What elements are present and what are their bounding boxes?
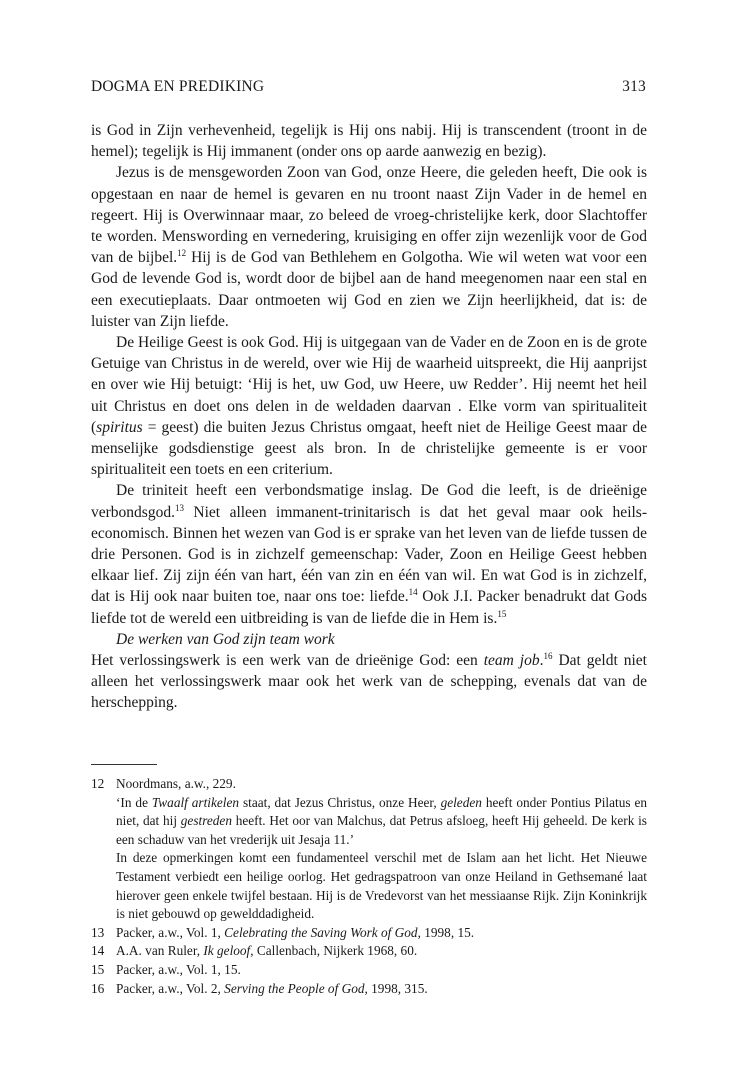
italic-text: Ik geloof (203, 943, 251, 959)
italic-text: team job (483, 652, 540, 670)
footnote-13 (91, 924, 647, 943)
footnote-separator (91, 764, 157, 765)
footnote-text (116, 775, 647, 924)
footnote-number: 16 (91, 980, 105, 996)
footnote-paragraph: A.A. van Ruler, Ik geloof, Callenbach, Nijkerk 1968, 60. (116, 943, 418, 959)
footnote-12 (91, 775, 647, 924)
footnote-14 (91, 942, 647, 961)
footnote-number: 15 (91, 961, 105, 977)
italic-text: Serving the People of God (224, 980, 365, 996)
footnote-15 (91, 961, 647, 980)
section-heading: De werken van God zijn team work (116, 630, 335, 648)
main-text (91, 120, 647, 714)
footnote-reference: 12 (177, 248, 187, 259)
paragraph: Jezus is de mensgeworden Zoon van God, onze Heere, die geleden heeft, Die ook is opgestaan en naar de hemel is gevaren en nu troont naast Zijn Vader in de hemel en regeert. Hij is Overwinnaar maar, zo beleed de vroeg-christelijke kerk, door Slachtoffer te worden. Menswording en vernedering, kruisiging en offer zijn wezenlijk voor de God van de bijbel.$^{12}$ Hij is de God van Bethlehem en Golgotha. Wie wil weten wat voor een God de levende God is, wordt door de bijbel aan de hand meegenomen naar een stal en een executieplaats. Daar ontmoeten wij God en zien we Zijn heerlijkheid, dat is: de luister van Zijn liefde. (91, 164, 648, 330)
footnote-reference: 13 (174, 502, 184, 513)
footnote-paragraph: Packer, a.w., Vol. 1, Celebrating the Saving Work of God, 1998, 15. (116, 924, 475, 940)
footnote-text (116, 942, 647, 961)
footnote-paragraph: In deze opmerkingen komt een fundamenteel verschil met de Islam aan het licht. Het Nieuwe Testament verbiedt een heilige oorlog. Het gedragspatroon van onze Heiland in Gethsemané laat hierover geen enkele twijfel bestaan. Hij is de Vredevorst van het messiaanse Rijk. Zijn Koninkrijk is niet gebouwd op gewelddadigheid. (116, 850, 647, 922)
footnote-paragraph: ‘In de Twaalf artikelen staat, dat Jezus Christus, onze Heer, geleden heeft onder Pontius Pilatus en niet, dat hij gestreden heeft. Het oor van Malchus, dat Petrus afsloeg, heeft Hij geheeld. De kerk is een schaduw van het vrederijk uit Jesaja 11.’ (116, 794, 648, 847)
footnote-16 (91, 980, 647, 999)
paragraph: De triniteit heeft een verbondsmatige inslag. De God die leeft, is de drieënige verbondsgod.$^{13}$ Niet alleen immanent-trinitarisch is dat het geval maar ook heils-economisch. Binnen het wezen van God is er sprake van het leven van de liefde tussen de drie Personen. God is in zichzelf gemeenschap: Vader, Zoon en Heilige Geest hebben elkaar lief. Zij zijn één van hart, één van zin en één van wil. En wat God is in zichzelf, dat is Hij ook naar buiten toe, naar ons toe: liefde.$^{14}$ Ook J.I. Packer benadrukt dat Gods liefde tot de wereld een uitbreiding is van de liefde die in Hem is.$^{15}$ (91, 482, 647, 627)
footnote-paragraph: Packer, a.w., Vol. 2, Serving the People of God, 1998, 315. (116, 980, 428, 996)
running-header (91, 78, 646, 96)
footnotes (91, 775, 647, 998)
running-title: DOGMA EN PREDIKING (91, 78, 265, 95)
paragraph: De Heilige Geest is ook God. Hij is uitgegaan van de Vader en de Zoon en is de grote Getuige van Christus in de wereld, over wie Hij de waarheid uitspreekt, die Hij aanprijst en over wie Hij betuigt: ‘Hij is het, uw God, uw Heere, uw Redder’. Hij neemt het heil uit Christus en doet ons delen in de weldaden daarvan . Elke vorm van spiritualiteit (spiritus = geest) die buiten Jezus Christus omgaat, heeft niet de Heilige Geest maar de menselijke godsdienstige geest als bron. In de christelijke gemeente is er voor spiritualiteit een toets en een criterium. (91, 334, 647, 479)
italic-text: geleden (440, 794, 482, 810)
footnote-number: 12 (91, 776, 105, 791)
section-paragraph: Het verlossingswerk is een werk van de drieënige God: een team job.$^{16}$ Dat geldt niet alleen het verlossingswerk maar ook het werk van de schepping, evenals dat van de herschepping. (91, 651, 647, 712)
footnote-reference: 15 (497, 608, 507, 619)
page-number: 313 (622, 78, 646, 95)
footnote-number: 13 (91, 924, 105, 940)
italic-text: gestreden (180, 813, 232, 829)
footnote-reference: 16 (543, 651, 553, 662)
footnote-paragraph: Packer, a.w., Vol. 1, 15. (116, 961, 241, 977)
paragraph: is God in Zijn verhevenheid, tegelijk is Hij ons nabij. Hij is transcendent (troont in de hemel); tegelijk is Hij immanent (onder ons op aarde aanwezig en bezig). (91, 122, 647, 161)
footnote-text (116, 980, 647, 999)
italic-text: Celebrating the Saving Work of God (224, 924, 418, 940)
footnote-reference: 14 (408, 587, 418, 598)
footnote-paragraph: Noordmans, a.w., 229. (116, 776, 236, 791)
footnote-text (116, 961, 647, 980)
italic-text: spiritus (96, 418, 143, 436)
footnote-number: 14 (91, 943, 105, 959)
italic-text: Twaalf artikelen (151, 794, 240, 810)
footnote-text (116, 924, 647, 943)
